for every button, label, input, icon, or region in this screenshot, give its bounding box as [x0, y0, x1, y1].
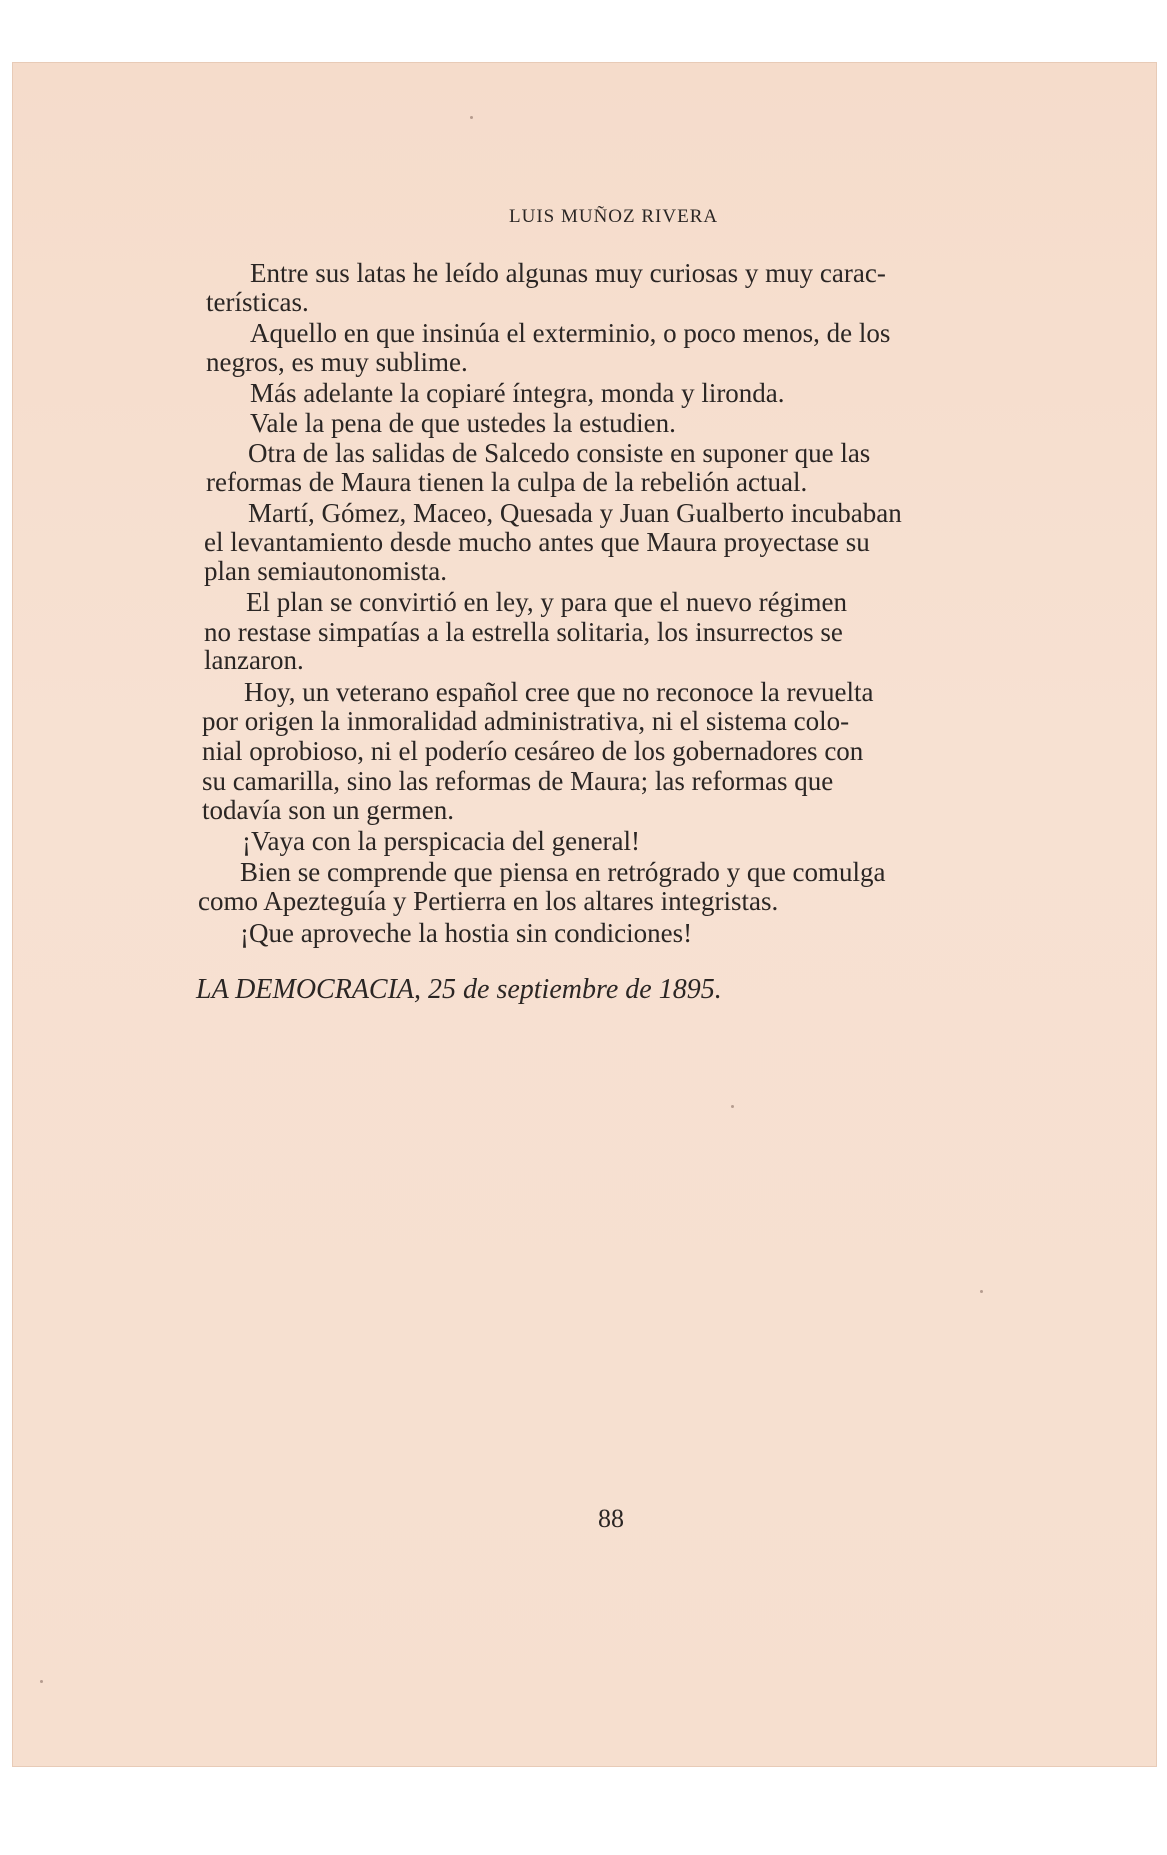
- body-line-11: plan semiautonomista.: [204, 556, 447, 586]
- body-line-21: Bien se comprende que piensa en retrógrado y que comulga: [240, 857, 886, 887]
- body-line-2: terísticas.: [206, 287, 309, 317]
- running-header: LUIS MUÑOZ RIVERA: [509, 206, 719, 227]
- body-line-3: Aquello en que insinúa el exterminio, o poco menos, de los: [250, 318, 891, 348]
- paper-speck: [731, 1105, 734, 1108]
- body-line-15: Hoy, un veterano español cree que no reconoce la revuelta: [244, 677, 874, 707]
- body-line-16: por origen la inmoralidad administrativa, ni el sistema colo-: [202, 706, 850, 736]
- body-line-18: su camarilla, sino las reformas de Maura; las reformas que: [202, 766, 834, 796]
- body-line-23: ¡Que aproveche la hostia sin condiciones!: [240, 918, 693, 948]
- paper-speck: [470, 116, 473, 119]
- signature-line: LA DEMOCRACIA, 25 de septiembre de 1895.: [196, 974, 722, 1005]
- body-line-4: negros, es muy sublime.: [206, 347, 468, 377]
- body-line-1: Entre sus latas he leído algunas muy curiosas y muy carac-: [250, 258, 886, 288]
- body-line-6: Vale la pena de que ustedes la estudien.: [250, 408, 676, 438]
- page-number: 88: [598, 1504, 624, 1533]
- body-line-17: nial oprobioso, ni el poderío cesáreo de los gobernadores con: [202, 736, 864, 766]
- body-line-8: reformas de Maura tienen la culpa de la rebelión actual.: [206, 467, 808, 497]
- body-line-7: Otra de las salidas de Salcedo consiste en suponer que las: [248, 438, 871, 468]
- body-line-5: Más adelante la copiaré íntegra, monda y lironda.: [250, 378, 785, 408]
- paper-speck: [980, 1290, 983, 1293]
- body-line-19: todavía son un germen.: [202, 795, 454, 825]
- body-line-12: El plan se convirtió en ley, y para que el nuevo régimen: [246, 587, 848, 617]
- body-line-22: como Apezteguía y Pertierra en los altares integristas.: [198, 886, 779, 916]
- body-line-10: el levantamiento desde mucho antes que Maura proyectase su: [204, 527, 870, 557]
- body-line-14: lanzaron.: [204, 645, 304, 675]
- body-line-20: ¡Vaya con la perspicacia del general!: [242, 826, 641, 856]
- body-line-9: Martí, Gómez, Maceo, Quesada y Juan Gualberto incubaban: [248, 498, 902, 528]
- body-line-13: no restase simpatías a la estrella solitaria, los insurrectos se: [204, 617, 843, 647]
- paper-speck: [40, 1680, 43, 1683]
